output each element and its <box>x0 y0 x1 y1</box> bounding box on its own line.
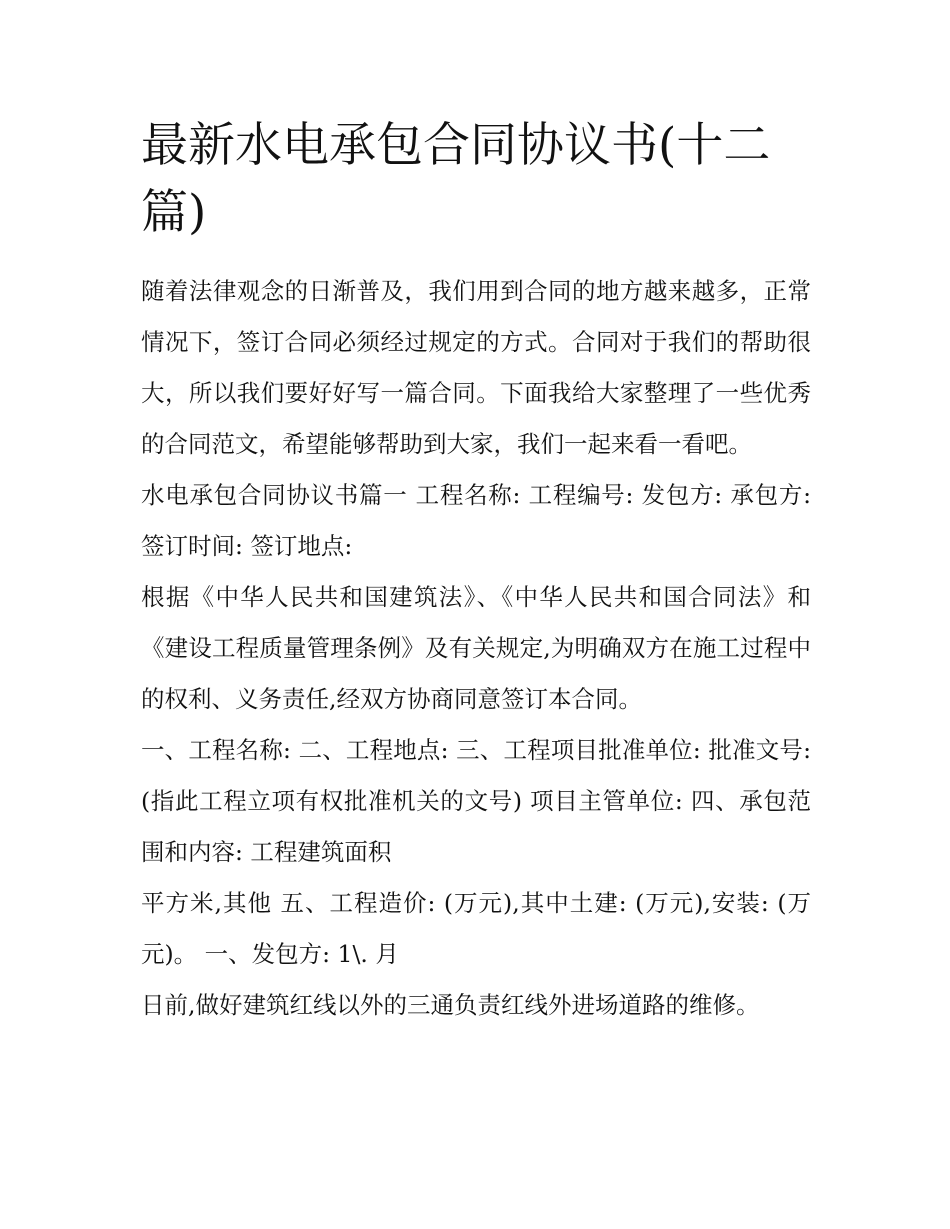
paragraph-project-info: 一、工程名称: 二、工程地点: 三、工程项目批准单位: 批准文号:(指此工程立项有权批准机关的文号) 项目主管单位: 四、承包范围和内容: 工程建筑面积 <box>141 736 811 866</box>
paragraph-part-one-header: 水电承包合同协议书篇一 工程名称: 工程编号: 发包方: 承包方: 签订时间: 签订地点: <box>141 481 811 560</box>
paragraph-legal-basis: 根据《中华人民共和国建筑法》、《中华人民共和国合同法》和《建设工程质量管理条例》及有关规定,为明确双方在施工过程中的权利、义务责任,经双方协商同意签订本合同。 <box>141 583 811 713</box>
paragraph-intro: 随着法律观念的日渐普及，我们用到合同的地方越来越多，正常情况下，签订合同必须经过规定的方式。合同对于我们的帮助很大，所以我们要好好写一篇合同。下面我给大家整理了一些优秀的合同范文，希望能够帮助到大家，我们一起来看一看吧。 <box>141 277 811 458</box>
document-page <box>141 112 811 1031</box>
paragraph-contractor-duty: 日前,做好建筑红线以外的三通负责红线外进场道路的维修。 <box>141 991 760 1019</box>
document-title: 最新水电承包合同协议书(十二篇) <box>141 118 771 240</box>
paragraph-project-cost: 平方米,其他 五、工程造价: (万元),其中土建: (万元),安装: (万元)。 一、发包方: 1\. 月 <box>141 889 811 968</box>
